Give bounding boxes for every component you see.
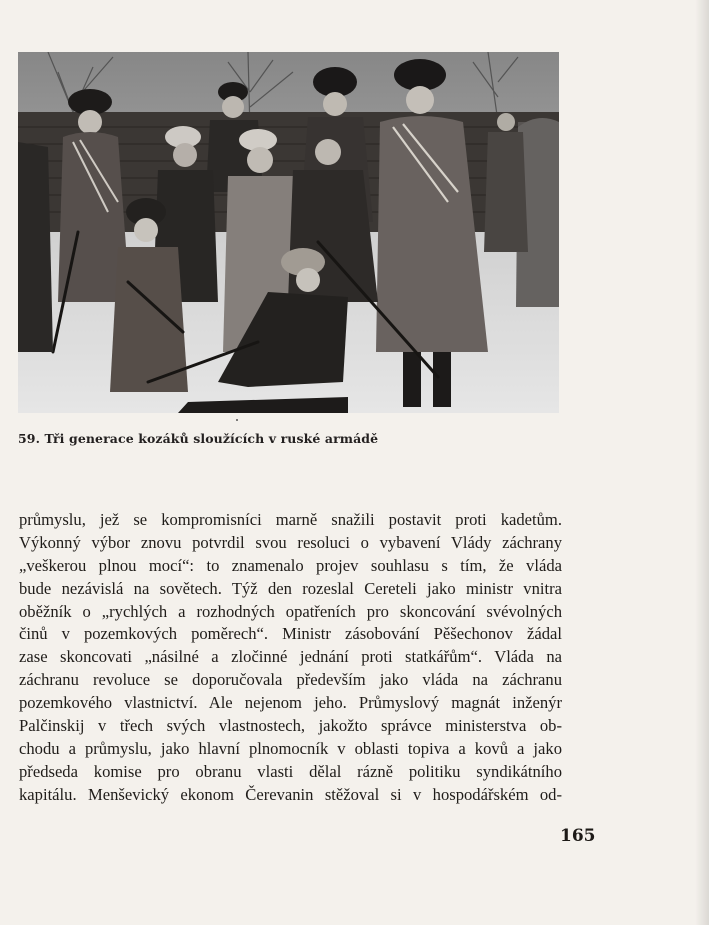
print-speck [236,419,238,421]
photo-illustration [18,52,559,413]
text-line: „veškerou plnou mocí“: to znamenalo projev souhlasu s tím, že vláda [19,555,562,575]
text-line: kapitálu. Menševický ekonom Čerevanin stěžoval si v hospodářském od- [19,784,562,804]
page-edge-shadow [695,0,709,925]
text-line: záchranu revoluce se doporučovala především jako vláda na záchranu [19,670,562,690]
body-text [19,509,562,807]
text-line: oběžník o „rychlých a rozhodných opatřeních pro skoncování svévolných [19,601,562,621]
text-line: činů v pozemkových poměrech“. Ministr zásobování Pěšechonov žádal [19,624,562,644]
photo-caption: 59. Tři generace kozáků sloužících v ruské armádě [18,431,379,446]
text-line: zase skoncovati „násilné a zločinné jednání proti statkářům“. Vláda na [19,647,562,667]
text-line: průmyslu, jež se kompromisníci marně snažili postavit proti kadetům. [19,510,562,529]
text-line: Palčinskij v třech svých vlastnostech, jakožto správce ministerstva ob- [19,716,562,736]
text-line: chodu a průmyslu, jako hlavní plnomocník v oblasti topiva a kovů a jako [19,738,562,758]
text-line: pozemkového vlastnictví. Ale nejenom jeho. Průmyslový magnát inženýr [19,693,562,713]
text-line: bude nezávislá na sovětech. Týž den rozeslal Cereteli jako ministr vnitra [19,578,562,598]
text-line: předseda komise pro obranu vlasti dělal rázně politiku syndikátního [19,761,562,781]
page-number: 165 [560,826,596,846]
text-line: Výkonný výbor znovu potvrdil svou resoluci o vybavení Vlády záchrany [19,532,562,552]
historical-photograph [18,52,559,413]
